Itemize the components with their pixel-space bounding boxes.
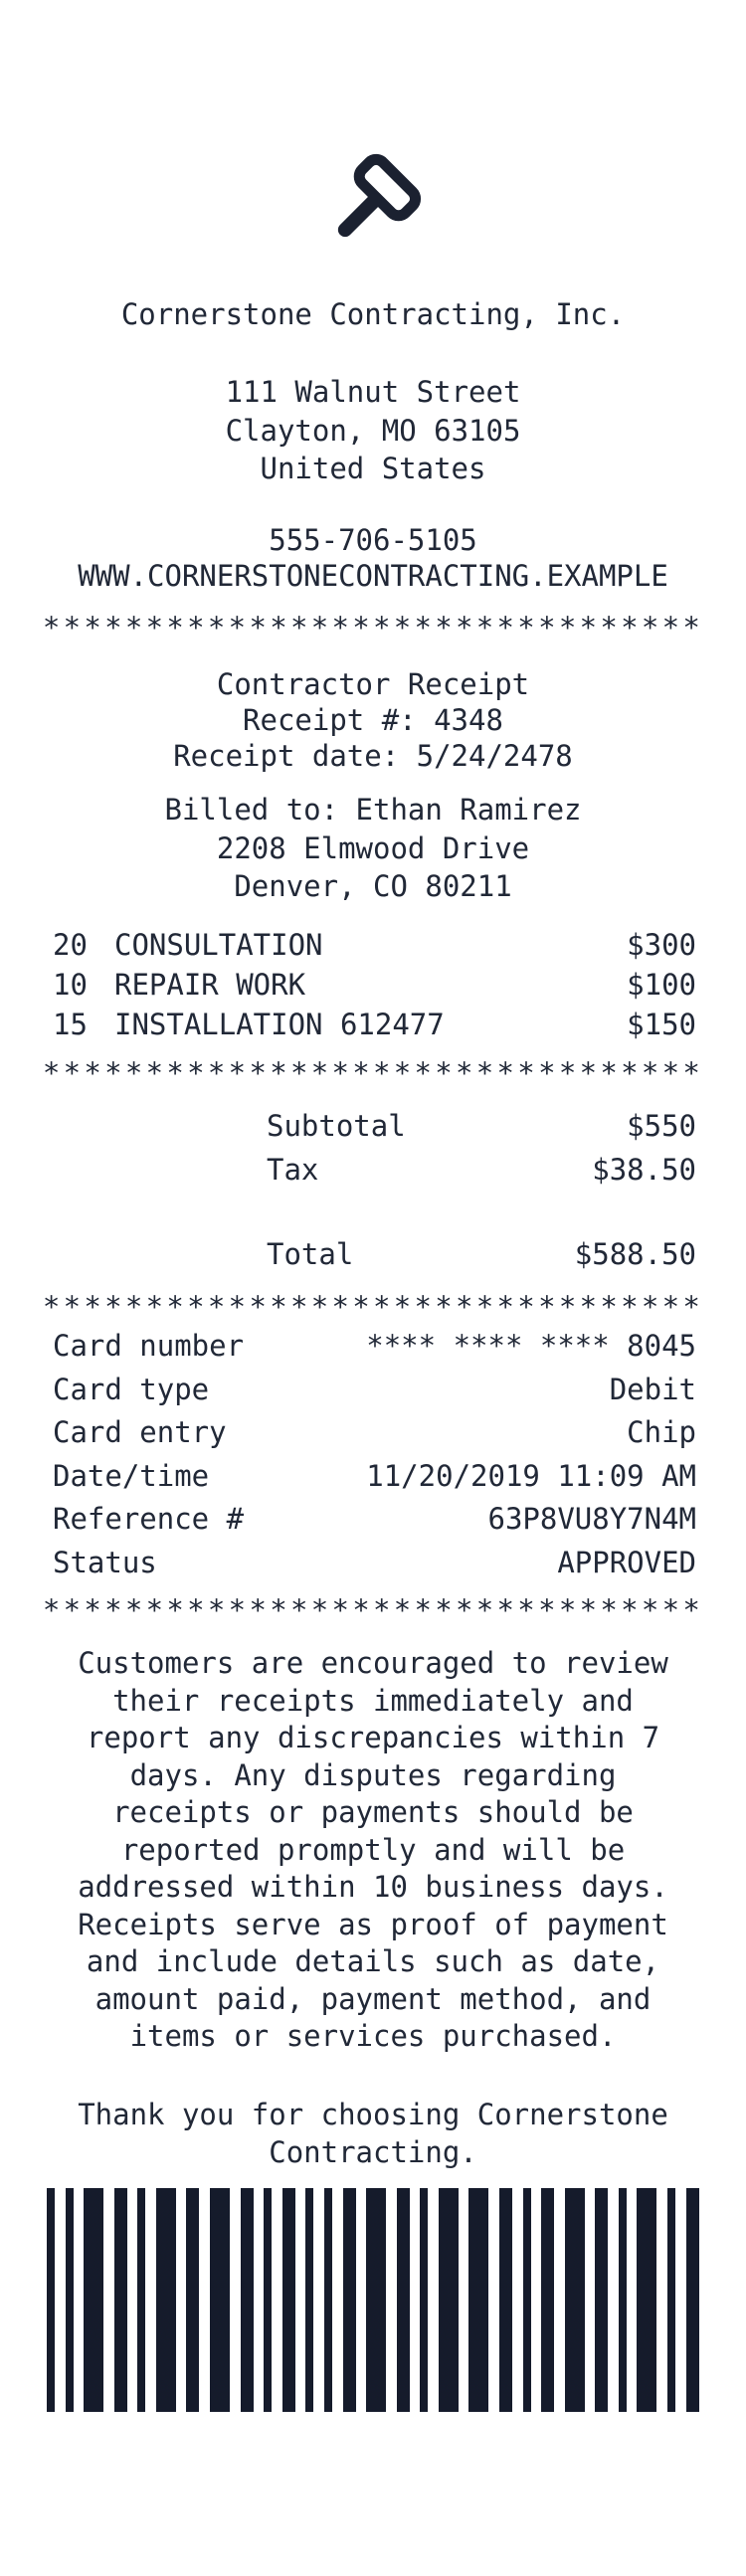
barcode-bar: [499, 2188, 512, 2412]
status-label: Status: [53, 1545, 157, 1579]
barcode-bar: [595, 2188, 608, 2412]
barcode-bar: [264, 2188, 272, 2412]
hammer-icon: [318, 147, 428, 257]
payment-row: [0, 1369, 746, 1412]
barcode-bar: [282, 2188, 295, 2412]
line-items: [0, 925, 746, 1044]
payment-row: [0, 1325, 746, 1369]
billed-to-block: [0, 791, 746, 906]
merchant-address: [0, 373, 746, 488]
merchant-logo: [0, 147, 746, 257]
payment-details: [0, 1325, 746, 1584]
barcode-bar: [324, 2188, 332, 2412]
barcode-bar: [667, 2188, 675, 2412]
merchant-website: WWW.CORNERSTONECONTRACTING.EXAMPLE: [78, 559, 668, 593]
barcode-bar: [186, 2188, 199, 2412]
total-label: Total: [267, 1237, 354, 1271]
receipt-meta: [0, 666, 746, 774]
barcode-bar: [397, 2188, 410, 2412]
barcode-bar: [241, 2188, 254, 2412]
billed-to-street: 2208 Elmwood Drive: [216, 830, 530, 865]
datetime-value: 11/20/2019 11:09 AM: [366, 1458, 696, 1493]
thank-you-text: Thank you for choosing Cornerstone Contracting.: [78, 2098, 668, 2169]
barcode-bar: [468, 2188, 488, 2412]
total-row: [0, 1232, 746, 1276]
reference-value: 63P8VU8Y7N4M: [487, 1502, 696, 1536]
datetime-label: Date/time: [53, 1458, 210, 1493]
item-price: $100: [627, 968, 696, 1002]
payment-row: [0, 1455, 746, 1499]
address-line: 111 Walnut Street: [225, 375, 521, 409]
payment-row: [0, 1498, 746, 1542]
item-qty: 15: [53, 1008, 88, 1041]
total-value: $588.50: [574, 1237, 696, 1271]
barcode-bar: [420, 2188, 428, 2412]
card-type-label: Card type: [53, 1372, 210, 1406]
barcode-bar: [619, 2188, 627, 2412]
item-price: $300: [627, 928, 696, 962]
card-number-value: **** **** **** 8045: [366, 1329, 696, 1363]
payment-row: [0, 1411, 746, 1455]
item-name: REPAIR WORK: [114, 968, 306, 1002]
tax-value: $38.50: [592, 1153, 696, 1187]
payment-row: [0, 1542, 746, 1585]
merchant-phone: 555-706-5105: [269, 523, 477, 557]
separator-row: ********************************: [42, 1593, 704, 1627]
barcode-bar: [84, 2188, 103, 2412]
tax-label: Tax: [267, 1153, 319, 1187]
item-price: $150: [627, 1008, 696, 1041]
tax-row: [0, 1148, 746, 1192]
merchant-contact: [0, 522, 746, 594]
line-item: [0, 1005, 746, 1044]
item-name: CONSULTATION: [114, 928, 323, 962]
barcode-bar: [66, 2188, 74, 2412]
barcode-bar: [686, 2188, 699, 2412]
card-number-label: Card number: [53, 1329, 245, 1363]
barcode-bar: [156, 2188, 176, 2412]
card-entry-label: Card entry: [53, 1415, 227, 1449]
card-type-value: Debit: [609, 1372, 696, 1406]
status-value: APPROVED: [557, 1545, 696, 1579]
receipt-date: Receipt date: 5/24/2478: [173, 739, 573, 773]
barcode-bar: [541, 2188, 554, 2412]
subtotal-value: $550: [627, 1109, 696, 1143]
card-entry-value: Chip: [627, 1415, 696, 1449]
subtotal-row: [0, 1104, 746, 1148]
barcode-bar: [210, 2188, 230, 2412]
barcode-bar: [305, 2188, 313, 2412]
separator-row: ********************************: [42, 1056, 704, 1090]
disclaimer-text: Customers are encouraged to review their receipts immediately and report any discrepancies within 7 days. Any disputes regarding receipts or payments should be reported promptly and will be addressed within 10 business days. Receipts serve as proof of payment and include details such as date, amount paid, payment method, and items or services purchased.: [78, 1646, 668, 2053]
line-item: [0, 965, 746, 1005]
line-item: [0, 925, 746, 965]
item-qty: 20: [53, 928, 88, 962]
reference-label: Reference #: [53, 1502, 245, 1536]
barcode-bar: [366, 2188, 386, 2412]
barcode-bar: [523, 2188, 531, 2412]
receipt-number: Receipt #: 4348: [243, 703, 503, 737]
billed-to-name: Billed to: Ethan Ramirez: [164, 793, 582, 827]
barcode-bar: [114, 2188, 127, 2412]
address-line: United States: [260, 452, 486, 485]
subtotal-label: Subtotal: [267, 1109, 406, 1143]
address-line: Clayton, MO 63105: [225, 413, 521, 448]
billed-to-city: Denver, CO 80211: [234, 869, 512, 903]
barcode-bar: [137, 2188, 145, 2412]
barcode: [47, 2188, 699, 2412]
separator-row: ********************************: [42, 1290, 704, 1324]
receipt-title: Contractor Receipt: [216, 667, 530, 701]
barcode-bar: [47, 2188, 55, 2412]
barcode-bar: [637, 2188, 656, 2412]
item-qty: 10: [53, 968, 88, 1002]
barcode-bar: [439, 2188, 459, 2412]
item-name: INSTALLATION 612477: [114, 1008, 445, 1041]
barcode-bar: [565, 2188, 585, 2412]
merchant-name: Cornerstone Contracting, Inc.: [120, 297, 626, 331]
barcode-bar: [343, 2188, 356, 2412]
separator-row: ********************************: [42, 611, 704, 644]
